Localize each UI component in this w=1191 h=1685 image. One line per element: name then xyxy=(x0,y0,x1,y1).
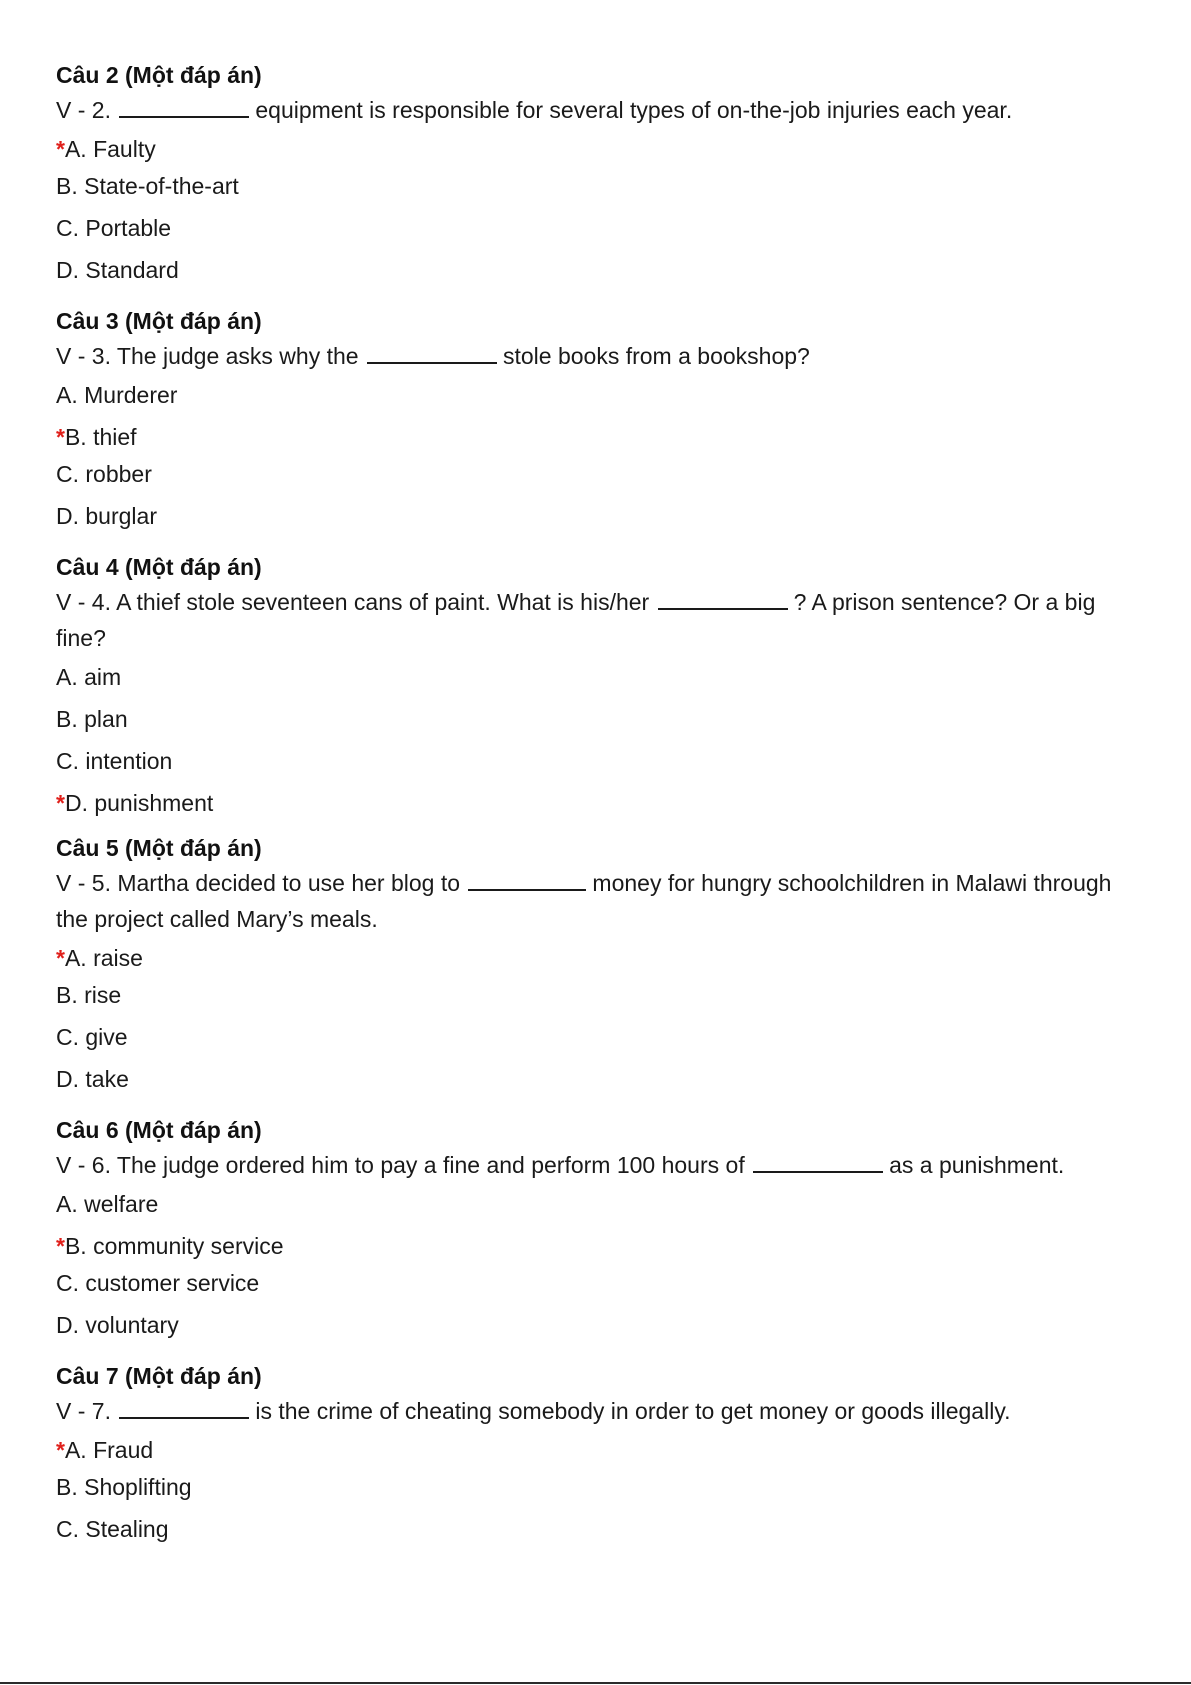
option-label: B. rise xyxy=(56,982,122,1008)
correct-marker: * xyxy=(56,1437,65,1463)
option-label: B. thief xyxy=(64,424,137,450)
option-a[interactable] xyxy=(56,1433,1136,1470)
question-title: Câu 4 (Một đáp án) xyxy=(56,554,262,580)
question-title: Câu 5 (Một đáp án) xyxy=(56,835,262,861)
option-c[interactable] xyxy=(56,1266,1136,1308)
option-label: A. Faulty xyxy=(64,136,156,162)
question-text-before: V - 4. A thief stole seventeen cans of paint. What is his/her xyxy=(56,589,650,615)
option-c[interactable] xyxy=(56,211,1136,253)
answer-blank xyxy=(658,590,788,610)
option-label: A. Fraud xyxy=(64,1437,154,1463)
option-label: C. customer service xyxy=(56,1270,260,1296)
question-3 xyxy=(56,304,1136,541)
option-label: D. voluntary xyxy=(56,1312,179,1338)
quiz-page xyxy=(56,58,1136,1554)
option-c[interactable] xyxy=(56,1020,1136,1062)
question-text xyxy=(56,1147,1136,1183)
option-a[interactable] xyxy=(56,941,1136,978)
option-b[interactable] xyxy=(56,420,1136,457)
answer-blank xyxy=(468,871,586,891)
answer-blank xyxy=(753,1153,883,1173)
option-label: C. intention xyxy=(56,748,173,774)
option-d[interactable] xyxy=(56,253,1136,295)
question-text-before: V - 5. Martha decided to use her blog to xyxy=(56,870,461,896)
option-label: D. take xyxy=(56,1066,129,1092)
question-2 xyxy=(56,58,1136,295)
option-b[interactable] xyxy=(56,1229,1136,1266)
option-b[interactable] xyxy=(56,702,1136,744)
option-label: A. aim xyxy=(56,664,122,690)
option-label: C. Portable xyxy=(56,215,172,241)
question-text-after: stole books from a bookshop? xyxy=(502,343,810,369)
question-text xyxy=(56,1393,1136,1429)
option-c[interactable] xyxy=(56,744,1136,786)
question-7 xyxy=(56,1359,1136,1554)
question-text-after: as a punishment. xyxy=(889,1152,1065,1178)
question-text-before: V - 3. The judge asks why the xyxy=(56,343,359,369)
question-text xyxy=(56,865,1136,937)
option-b[interactable] xyxy=(56,169,1136,211)
question-text-before: V - 2. xyxy=(56,97,111,123)
option-c[interactable] xyxy=(56,1512,1136,1554)
correct-marker: * xyxy=(56,424,65,450)
option-label: D. punishment xyxy=(64,790,214,816)
option-d[interactable] xyxy=(56,1062,1136,1104)
option-b[interactable] xyxy=(56,1470,1136,1512)
option-label: B. community service xyxy=(64,1233,284,1259)
page-bottom-rule xyxy=(0,1682,1191,1684)
option-c[interactable] xyxy=(56,457,1136,499)
question-text-after: is the crime of cheating somebody in order to get money or goods illegally. xyxy=(255,1398,1011,1424)
question-text-after: money for hungry schoolchildren in Malawi through the project called Mary’s meals. xyxy=(56,870,1112,932)
option-label: A. raise xyxy=(64,945,143,971)
question-text-after: ? A prison sentence? Or a big fine? xyxy=(56,589,1096,651)
question-text xyxy=(56,584,1136,656)
option-a[interactable] xyxy=(56,378,1136,420)
option-label: A. welfare xyxy=(56,1191,159,1217)
question-text-before: V - 7. xyxy=(56,1398,111,1424)
option-d[interactable] xyxy=(56,1308,1136,1350)
option-label: D. burglar xyxy=(56,503,157,529)
option-b[interactable] xyxy=(56,978,1136,1020)
question-title: Câu 3 (Một đáp án) xyxy=(56,308,262,334)
option-label: C. robber xyxy=(56,461,152,487)
question-5 xyxy=(56,831,1136,1104)
option-a[interactable] xyxy=(56,132,1136,169)
question-6 xyxy=(56,1113,1136,1350)
option-label: B. Shoplifting xyxy=(56,1474,192,1500)
question-title: Câu 2 (Một đáp án) xyxy=(56,62,262,88)
option-label: A. Murderer xyxy=(56,382,178,408)
question-text xyxy=(56,338,1136,374)
answer-blank xyxy=(367,344,497,364)
question-text xyxy=(56,92,1136,128)
question-text-before: V - 6. The judge ordered him to pay a fine and perform 100 hours of xyxy=(56,1152,745,1178)
question-4 xyxy=(56,550,1136,828)
correct-marker: * xyxy=(56,790,65,816)
option-label: C. give xyxy=(56,1024,128,1050)
question-title: Câu 7 (Một đáp án) xyxy=(56,1363,262,1389)
option-d[interactable] xyxy=(56,499,1136,541)
option-label: B. plan xyxy=(56,706,128,732)
correct-marker: * xyxy=(56,136,65,162)
option-d[interactable] xyxy=(56,786,1136,828)
option-a[interactable] xyxy=(56,1187,1136,1229)
question-text-after: equipment is responsible for several types of on-the-job injuries each year. xyxy=(255,97,1013,123)
option-a[interactable] xyxy=(56,660,1136,702)
correct-marker: * xyxy=(56,1233,65,1259)
question-title: Câu 6 (Một đáp án) xyxy=(56,1117,262,1143)
option-label: D. Standard xyxy=(56,257,179,283)
answer-blank xyxy=(119,1399,249,1419)
answer-blank xyxy=(119,98,249,118)
option-label: B. State-of-the-art xyxy=(56,173,239,199)
option-label: C. Stealing xyxy=(56,1516,169,1542)
correct-marker: * xyxy=(56,945,65,971)
